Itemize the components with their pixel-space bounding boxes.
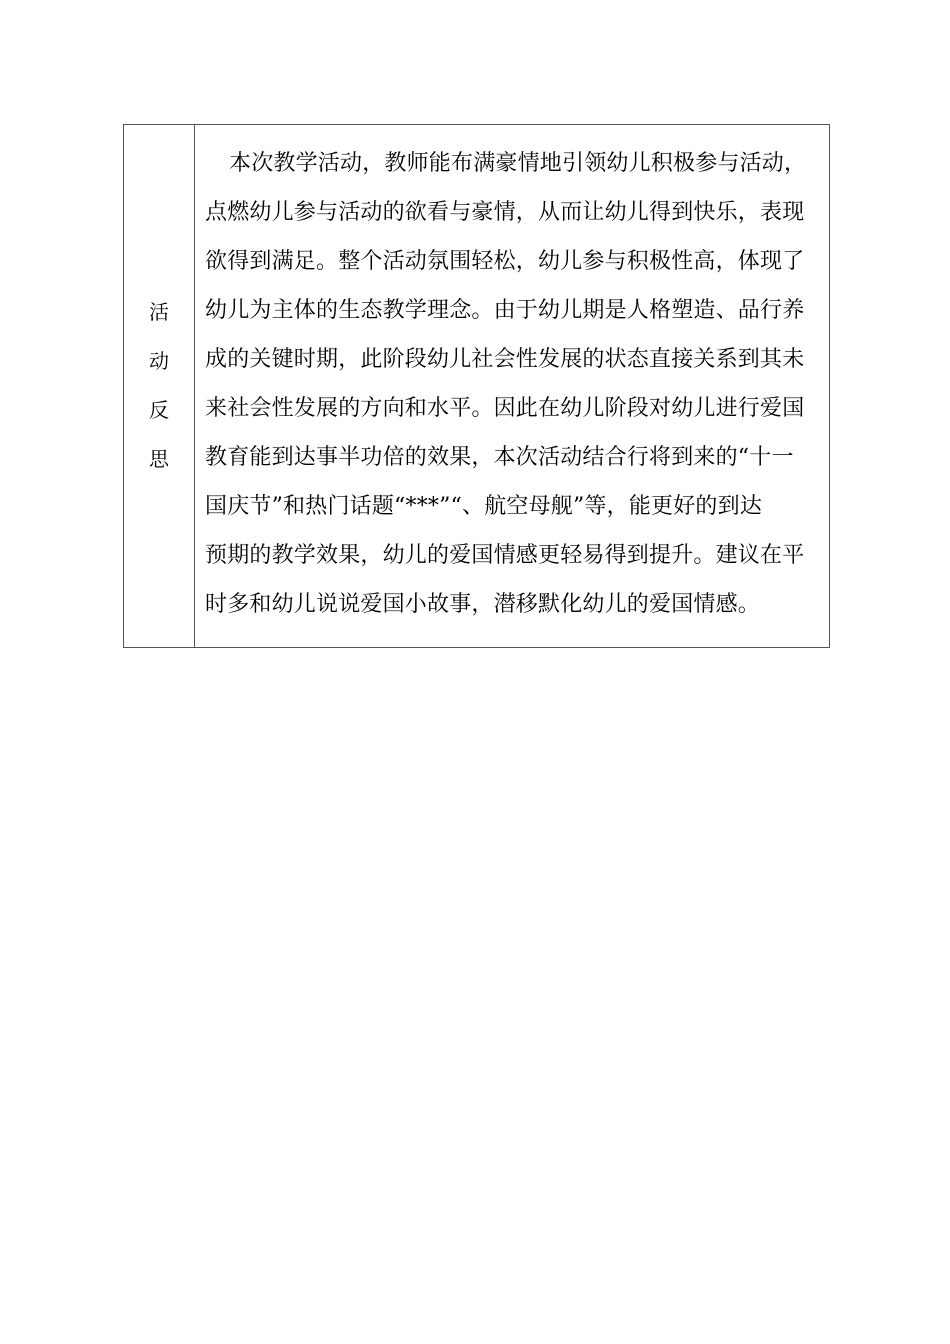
paragraph-line: 幼儿为主体的生态教学理念。由于幼儿期是人格塑造、品行养 [205,298,805,323]
row-label-char: 动 [149,349,169,373]
paragraph-line: 成的关键时期，此阶段幼儿社会性发展的状态直接关系到其未 [205,347,805,372]
row-label-char: 活 [149,300,169,324]
paragraph-line: 预期的教学效果，幼儿的爱国情感更轻易得到提升。建议在平 [205,543,805,568]
paragraph-line: 教育能到达事半功倍的效果，本次活动结合行将到来的“十一 [205,445,794,470]
row-label-char: 思 [149,447,169,471]
label-cell [124,125,195,647]
reflection-content [195,125,829,647]
paragraph-line: 点燃幼儿参与活动的欲看与豪情，从而让幼儿得到快乐，表现 [205,200,805,225]
paragraph-line: 欲得到满足。整个活动氛围轻松，幼儿参与积极性高，体现了 [205,249,805,274]
paragraph-line: 国庆节”和热门话题“***”“、航空母舰”等，能更好的到达 [205,494,763,519]
activity-reflection-table [123,124,830,648]
paragraph-line: 本次教学活动，教师能布满豪情地引领幼儿积极参与活动， [229,151,807,176]
paragraph-line: 时多和幼儿说说爱国小故事，潜移默化幼儿的爱国情感。 [205,592,761,617]
row-label-char: 反 [149,398,169,422]
row-label [149,288,169,484]
paragraph-line: 来社会性发展的方向和水平。因此在幼儿阶段对幼儿进行爱国 [205,396,805,421]
